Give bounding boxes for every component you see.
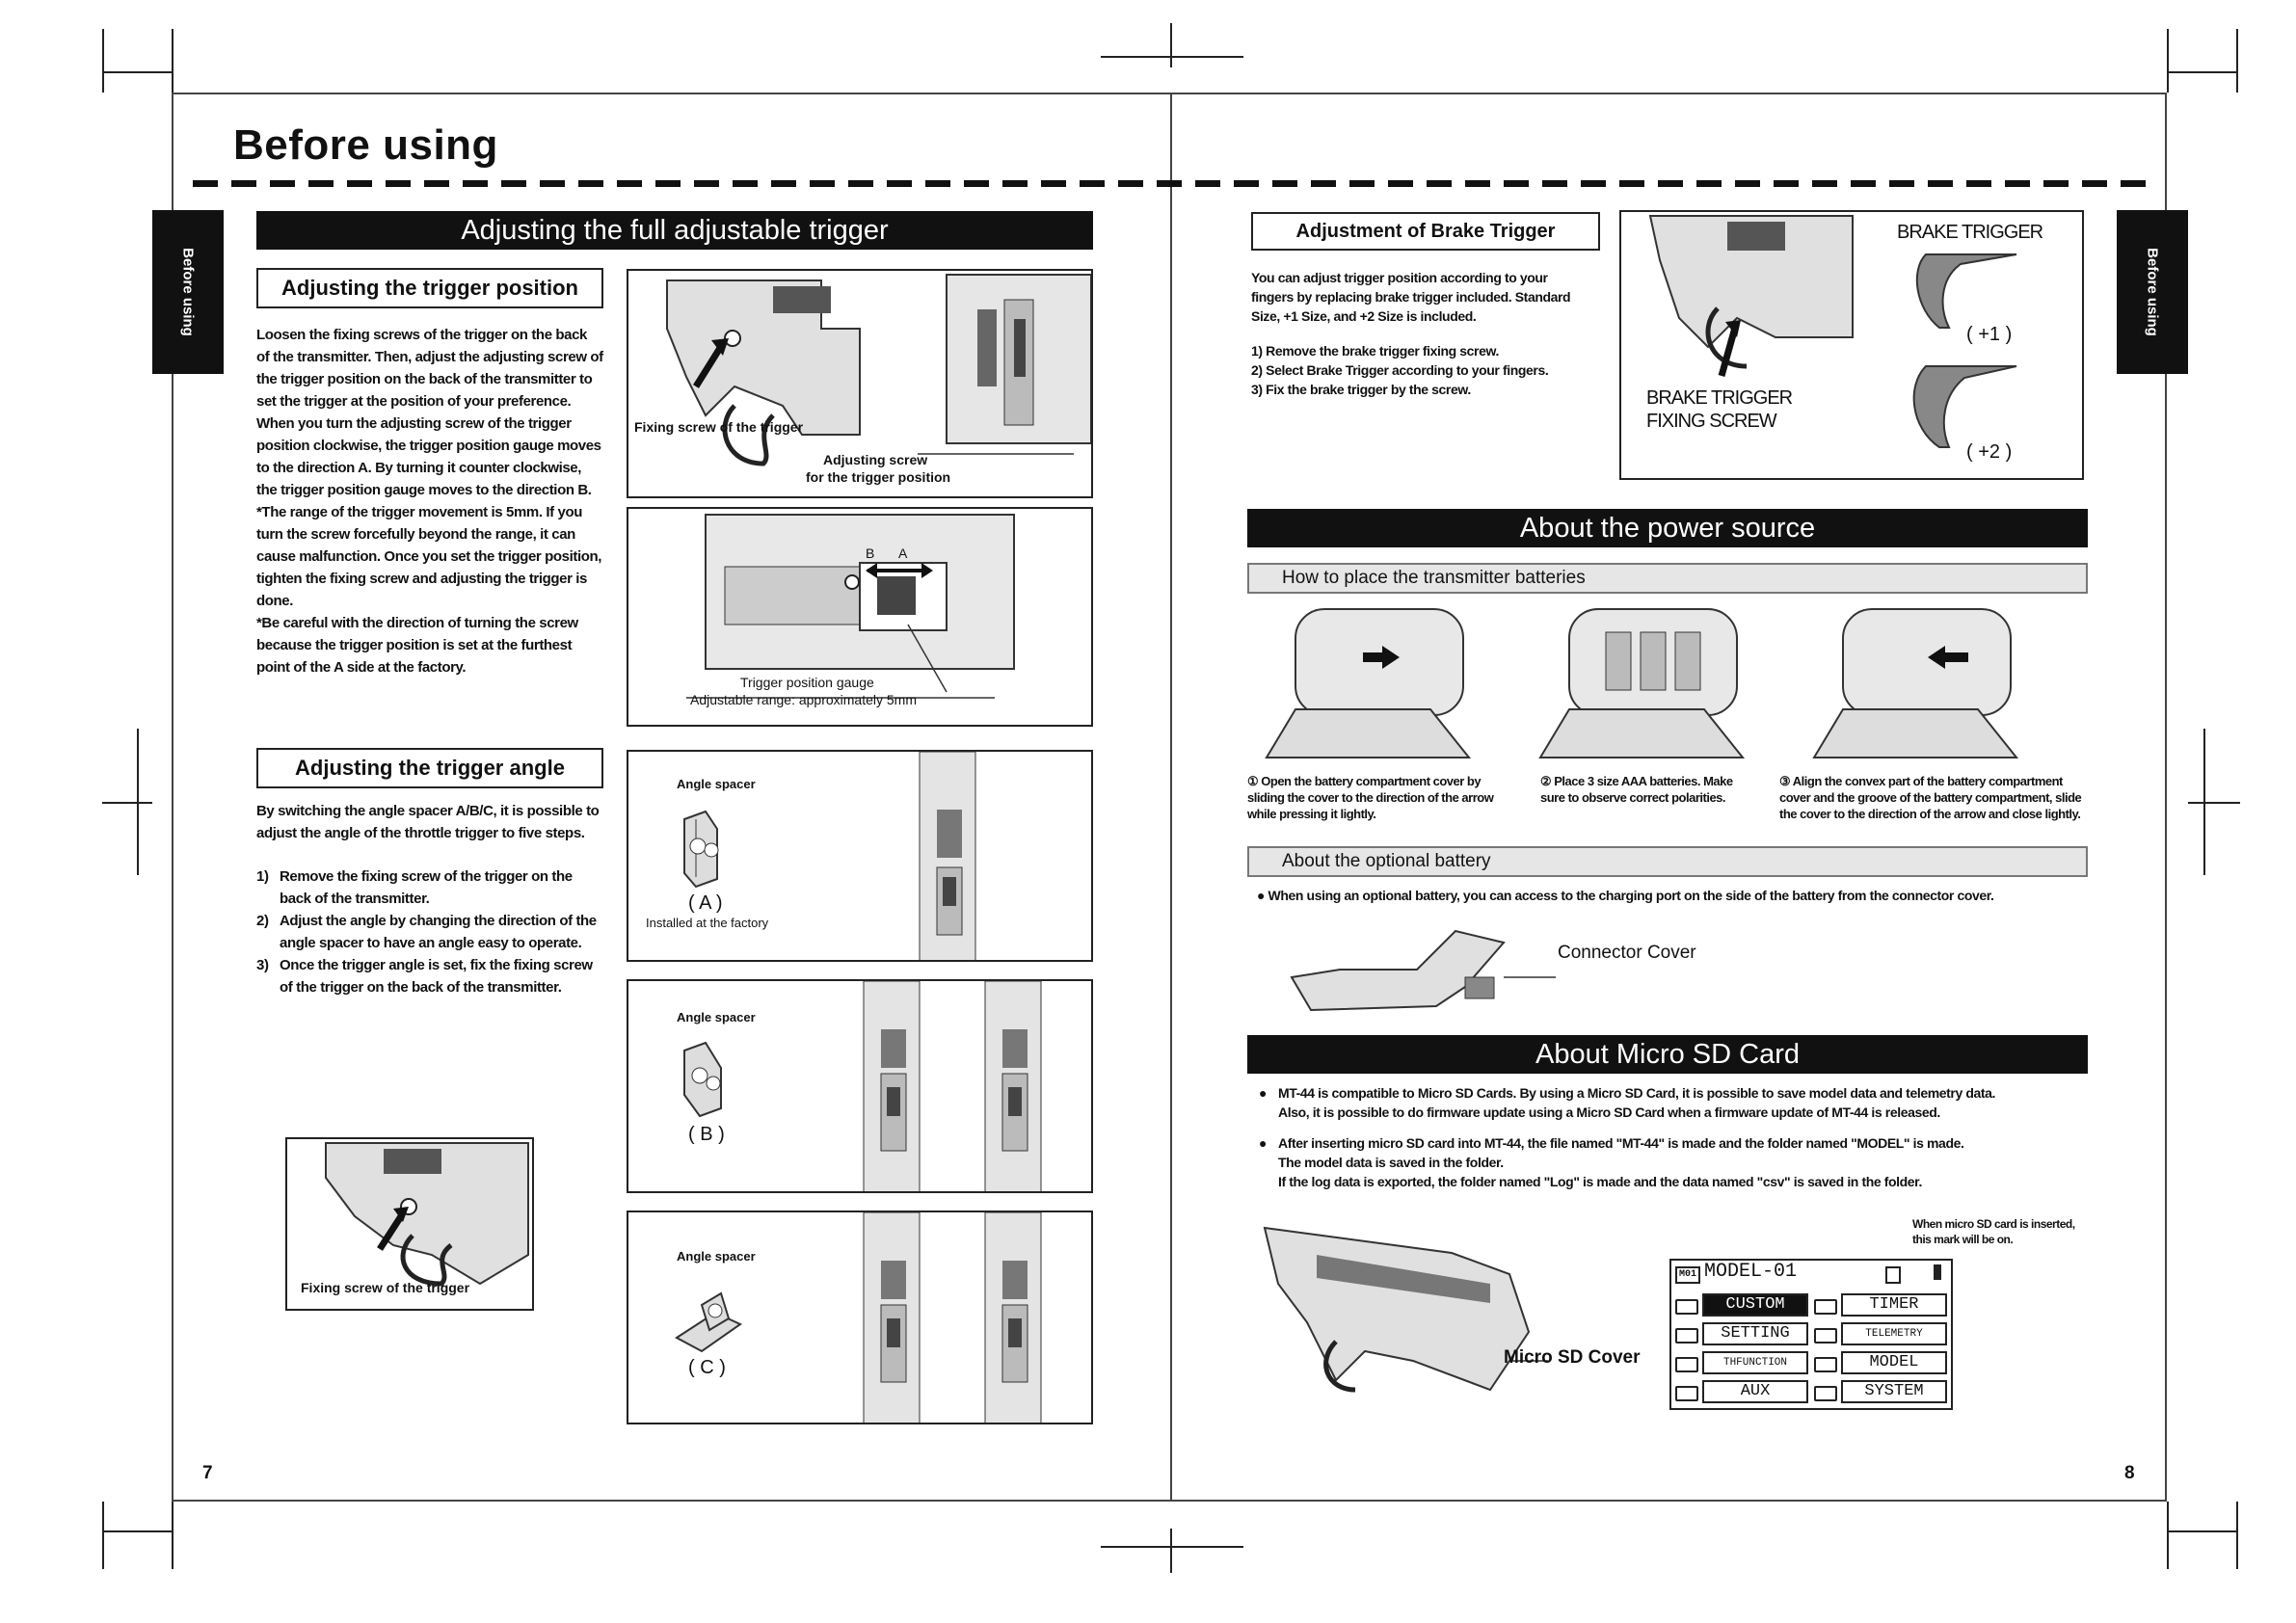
figure-brake-trigger bbox=[1619, 210, 2084, 480]
folder-icon bbox=[1814, 1299, 1837, 1315]
page-title: Before using bbox=[233, 121, 498, 169]
figure-spacer-c bbox=[627, 1211, 1093, 1424]
label-plus-two: ( +2 ) bbox=[1966, 441, 2013, 463]
crop-mark bbox=[102, 1530, 172, 1532]
trigger-position-text: Loosen the fixing screws of the trigger on the back of the transmitter. Then, adjust the adjusting screw of the trigger position on the back of the transmitter to set the trigger at the position of your preference. When you turn the adjusting screw of the trigger position clockwise, the trigger position gauge moves to the direction A. By turning it counter clockwise, the trigger position gauge moves to the direction B. *The range of the trigger movement is 5mm. If you turn the screw forcefully beyond the range, it can cause malfunction. Once you set the trigger position, tighten the fixing screw and adjusting the trigger is done. *Be careful with the direction of turning the screw because the trigger position is set at the furthest point of the A side at the factory. bbox=[256, 327, 603, 676]
sd-card-text bbox=[1259, 1083, 2088, 1203]
crop-mark bbox=[172, 1502, 174, 1569]
heading-trigger-angle: Adjusting the trigger angle bbox=[256, 748, 603, 788]
label-trigger-gauge: Trigger position gauge bbox=[740, 675, 874, 690]
battery-steps-illustration bbox=[1247, 603, 2115, 767]
crop-mark bbox=[1101, 1546, 1243, 1548]
page-number-left: 7 bbox=[202, 1463, 213, 1483]
crop-mark bbox=[102, 802, 152, 804]
label-fixing-screw: Fixing screw of the trigger bbox=[634, 419, 804, 435]
menu-item-aux[interactable]: AUX bbox=[1702, 1380, 1808, 1403]
battery-caption-2: ② Place 3 size AAA batteries. Make sure to observe correct polarities. bbox=[1540, 774, 1733, 805]
label-angle-spacer-a: Angle spacer bbox=[677, 777, 756, 791]
title-divider bbox=[193, 180, 2149, 187]
sd-card-icon bbox=[1885, 1266, 1901, 1284]
optional-battery-text: ● When using an optional battery, you can access to the charging port on the side of the battery from the connector cover. bbox=[1257, 888, 1994, 903]
battery-caption-3: ③ Align the convex part of the battery compartment cover and the groove of the battery compartment, slide the cover to the direction of the arrow and close lightly. bbox=[1779, 774, 2082, 821]
subheading-place-batteries: How to place the transmitter batteries bbox=[1247, 563, 2088, 594]
label-adjusting-screw: Adjusting screw bbox=[823, 452, 928, 467]
side-tab-right: Before using bbox=[2117, 210, 2188, 374]
brake-trigger-illustration bbox=[1621, 212, 2084, 480]
label-fixing-screw-2: FIXING SCREW bbox=[1646, 411, 1776, 432]
menu-item-thfunction[interactable]: THFUNCTION bbox=[1702, 1351, 1808, 1374]
sd-mark-note: When micro SD card is inserted, this mark will be on. bbox=[1912, 1217, 2075, 1246]
label-installed-factory: Installed at the factory bbox=[646, 916, 769, 930]
crop-mark bbox=[2236, 1502, 2238, 1569]
folder-icon bbox=[1814, 1386, 1837, 1401]
model-name: MODEL-01 bbox=[1704, 1261, 1798, 1283]
label-direction-a: A bbox=[898, 545, 908, 561]
spacer-c-illustration bbox=[628, 1212, 1093, 1424]
crop-mark bbox=[2167, 29, 2169, 93]
heading-brake-trigger: Adjustment of Brake Trigger bbox=[1251, 212, 1600, 251]
side-tab-left: Before using bbox=[152, 210, 224, 374]
label-plus-one: ( +1 ) bbox=[1966, 324, 2013, 345]
crop-mark bbox=[1101, 56, 1243, 58]
battery-caption-1: ① Open the battery compartment cover by sliding the cover to the direction of the arrow while pressing it lightly. bbox=[1247, 774, 1494, 821]
folder-icon bbox=[1675, 1299, 1698, 1315]
crop-mark bbox=[102, 29, 104, 93]
crop-mark bbox=[2203, 729, 2205, 875]
crop-mark bbox=[1170, 23, 1172, 67]
label-micro-sd-cover: Micro SD Cover bbox=[1504, 1347, 1641, 1368]
crop-mark bbox=[2236, 29, 2238, 93]
label-angle-spacer-b: Angle spacer bbox=[677, 1010, 756, 1024]
menu-item-telemetry[interactable]: TELEMETRY bbox=[1841, 1322, 1947, 1345]
label-direction-b: B bbox=[866, 545, 875, 561]
figure-spacer-a bbox=[627, 750, 1093, 962]
page-spine bbox=[1170, 93, 1172, 1502]
section-bar-trigger: Adjusting the full adjustable trigger bbox=[256, 211, 1093, 250]
label-adjusting-screw-2: for the trigger position bbox=[806, 469, 951, 485]
sd-bullet-2: ● After inserting micro SD card into MT-44, the file named "MT-44" is made and the folder named "MODEL" is made. The model data is saved in the folder. If the log data is exported, the folder named "Log" is made and the data named "csv" is saved in the folder. bbox=[1259, 1133, 2088, 1191]
menu-item-timer[interactable]: TIMER bbox=[1841, 1293, 1947, 1317]
figure-trigger-screws bbox=[627, 269, 1093, 498]
menu-item-custom[interactable]: CUSTOM bbox=[1702, 1293, 1808, 1317]
crop-mark bbox=[1170, 1529, 1172, 1573]
battery-icon bbox=[1934, 1264, 1941, 1280]
label-spacer-c: ( C ) bbox=[688, 1357, 726, 1378]
menu-screen bbox=[1669, 1259, 1953, 1410]
trigger-angle-text: By switching the angle spacer A/B/C, it is possible to adjust the angle of the throttle trigger to five steps. 1) Remove the fixing screw of the trigger on the back of the transmitter. 2) Adjust the angle by changing the direction of the angle spacer to have an angle easy to operate. 3) Once the trigger angle is set, fix the fixing screw of the trigger on the back of the transmitter. bbox=[256, 803, 600, 996]
menu-item-model[interactable]: MODEL bbox=[1841, 1351, 1947, 1374]
crop-mark bbox=[102, 71, 172, 73]
sd-transmitter-illustration bbox=[1259, 1216, 1664, 1409]
crop-mark bbox=[172, 29, 174, 93]
brake-trigger-text: You can adjust trigger position according to your fingers by replacing brake trigger included. Standard Size, +1 Size, and +2 Size is included. 1) Remove the brake trigger fixing screw. 2) Select Brake Trigger according to your fingers. 3) Fix the brake trigger by the screw. bbox=[1251, 270, 1571, 397]
sd-bullet-1: ● MT-44 is compatible to Micro SD Cards. By using a Micro SD Card, it is possible to save model data and telemetry data. Also, it is possible to do firmware update using a Micro SD Card when a firmware update of MT-44 is released. bbox=[1259, 1083, 2088, 1122]
label-connector-cover: Connector Cover bbox=[1558, 943, 1696, 963]
model-badge: M01 bbox=[1675, 1266, 1700, 1284]
connector-cover-illustration bbox=[1282, 910, 1571, 1016]
folder-icon bbox=[1675, 1328, 1698, 1344]
label-spacer-b: ( B ) bbox=[688, 1124, 725, 1145]
label-angle-spacer-c: Angle spacer bbox=[677, 1249, 756, 1264]
figure-trigger-gauge bbox=[627, 507, 1093, 727]
figure-fixing-screw-photo bbox=[285, 1137, 534, 1311]
folder-icon bbox=[1675, 1357, 1698, 1372]
label-brake-trigger: BRAKE TRIGGER bbox=[1897, 222, 2043, 243]
battery-step-1 bbox=[1267, 609, 1469, 758]
crop-mark bbox=[2188, 802, 2240, 804]
subheading-optional-battery: About the optional battery bbox=[1247, 846, 2088, 877]
crop-mark bbox=[2169, 1530, 2238, 1532]
label-fixing-screw-1: BRAKE TRIGGER bbox=[1646, 387, 1793, 409]
crop-mark bbox=[2167, 1502, 2169, 1569]
section-bar-power: About the power source bbox=[1247, 509, 2088, 547]
section-bar-sd-card: About Micro SD Card bbox=[1247, 1035, 2088, 1074]
page-number-right: 8 bbox=[2124, 1463, 2135, 1483]
label-photo-fixing-screw: Fixing screw of the trigger bbox=[301, 1280, 470, 1295]
label-adjustable-range: Adjustable range: approximately 5mm bbox=[690, 692, 918, 707]
figure-spacer-b bbox=[627, 979, 1093, 1193]
crop-mark bbox=[137, 729, 139, 875]
folder-icon bbox=[1814, 1357, 1837, 1372]
folder-icon bbox=[1675, 1386, 1698, 1401]
crop-mark bbox=[2169, 71, 2238, 73]
folder-icon bbox=[1814, 1328, 1837, 1344]
menu-item-system[interactable]: SYSTEM bbox=[1841, 1380, 1947, 1403]
menu-item-setting[interactable]: SETTING bbox=[1702, 1322, 1808, 1345]
crop-mark bbox=[102, 1502, 104, 1569]
heading-trigger-position: Adjusting the trigger position bbox=[256, 268, 603, 308]
label-spacer-a: ( A ) bbox=[688, 892, 723, 914]
